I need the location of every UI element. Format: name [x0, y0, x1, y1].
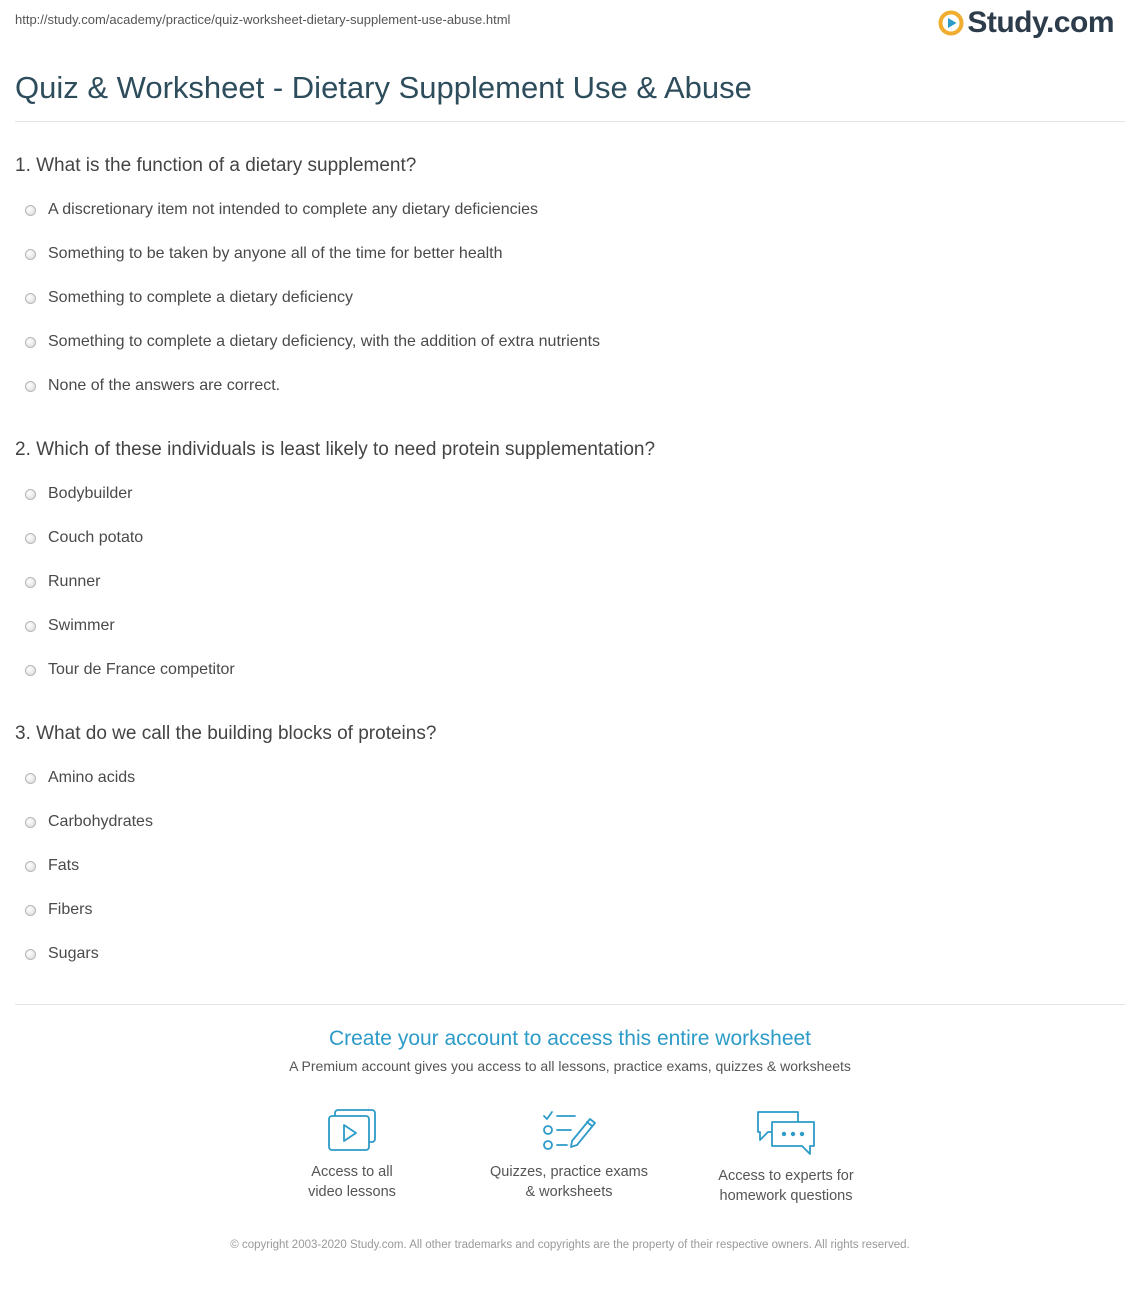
section-divider [15, 1004, 1125, 1005]
radio-button[interactable] [25, 949, 36, 960]
create-account-link[interactable]: Create your account to access this entire worksheet [328, 1027, 812, 1050]
q3-option-2[interactable] [25, 813, 153, 831]
radio-button[interactable] [25, 577, 36, 588]
feature-label: Access to experts for homework questions [718, 1168, 854, 1204]
option-label: None of the answers are correct. [48, 377, 281, 394]
option-label: Sugars [48, 945, 99, 962]
q2-option-1[interactable] [25, 485, 133, 503]
question-1: 1. What is the function of a dietary supplement? [15, 155, 417, 176]
q3-option-3[interactable] [25, 857, 79, 875]
option-label: Something to be taken by anyone all of the time for better health [48, 245, 503, 262]
option-label: Couch potato [48, 529, 144, 546]
option-label: Something to complete a dietary deficiency [48, 289, 354, 306]
radio-button[interactable] [25, 249, 36, 260]
feature-label: Quizzes, practice exams & worksheets [490, 1164, 648, 1200]
question-3: 3. What do we call the building blocks of proteins? [15, 723, 437, 744]
cta-subtitle: A Premium account gives you access to all lessons, practice exams, quizzes & worksheets [289, 1058, 851, 1074]
feature-label: Access to all video lessons [308, 1164, 396, 1200]
page-url: http://study.com/academy/practice/quiz-worksheet-dietary-supplement-use-abuse.html [15, 12, 511, 27]
option-label: Runner [48, 573, 101, 590]
option-label: Fats [48, 857, 80, 874]
play-circle-icon [938, 10, 964, 36]
q1-option-4[interactable] [25, 333, 600, 351]
chat-bubbles-icon [754, 1108, 818, 1158]
q3-option-5[interactable] [25, 945, 99, 963]
q1-option-1[interactable] [25, 201, 538, 219]
option-label: Bodybuilder [48, 485, 133, 502]
option-label: A discretionary item not intended to complete any dietary deficiencies [48, 201, 539, 218]
option-label: Carbohydrates [48, 813, 153, 830]
option-label: Amino acids [48, 769, 136, 786]
study-logo[interactable] [938, 6, 1114, 40]
radio-button[interactable] [25, 533, 36, 544]
option-label: Fibers [48, 901, 93, 918]
copyright: © copyright 2003-2020 Study.com. All other trademarks and copyrights are the property of their respective owners. All rights reserved. [230, 1239, 910, 1251]
option-label: Swimmer [48, 617, 115, 634]
feature-video-lessons [257, 1108, 447, 1202]
option-label: Something to complete a dietary deficiency, with the addition of extra nutrients [48, 333, 601, 350]
quiz-checklist-icon [541, 1108, 597, 1154]
q1-option-2[interactable] [25, 245, 503, 263]
q1-option-3[interactable] [25, 289, 353, 307]
question-2: 2. Which of these individuals is least likely to need protein supplementation? [15, 439, 656, 460]
feature-quizzes [474, 1108, 664, 1202]
q3-option-4[interactable] [25, 901, 92, 919]
q3-option-1[interactable] [25, 769, 135, 787]
radio-button[interactable] [25, 337, 36, 348]
page-title: Quiz & Worksheet - Dietary Supplement Use & Abuse [15, 70, 752, 105]
title-divider [15, 121, 1125, 122]
radio-button[interactable] [25, 489, 36, 500]
logo-text: Study.com [967, 6, 1114, 39]
q2-option-5[interactable] [25, 661, 235, 679]
radio-button[interactable] [25, 861, 36, 872]
radio-button[interactable] [25, 905, 36, 916]
radio-button[interactable] [25, 293, 36, 304]
q2-option-3[interactable] [25, 573, 100, 591]
q1-option-5[interactable] [25, 377, 280, 395]
feature-experts [691, 1108, 881, 1206]
radio-button[interactable] [25, 817, 36, 828]
radio-button[interactable] [25, 205, 36, 216]
radio-button[interactable] [25, 665, 36, 676]
radio-button[interactable] [25, 773, 36, 784]
option-label: Tour de France competitor [48, 661, 235, 678]
q2-option-4[interactable] [25, 617, 115, 635]
video-lessons-icon [327, 1108, 377, 1154]
radio-button[interactable] [25, 381, 36, 392]
q2-option-2[interactable] [25, 529, 143, 547]
radio-button[interactable] [25, 621, 36, 632]
